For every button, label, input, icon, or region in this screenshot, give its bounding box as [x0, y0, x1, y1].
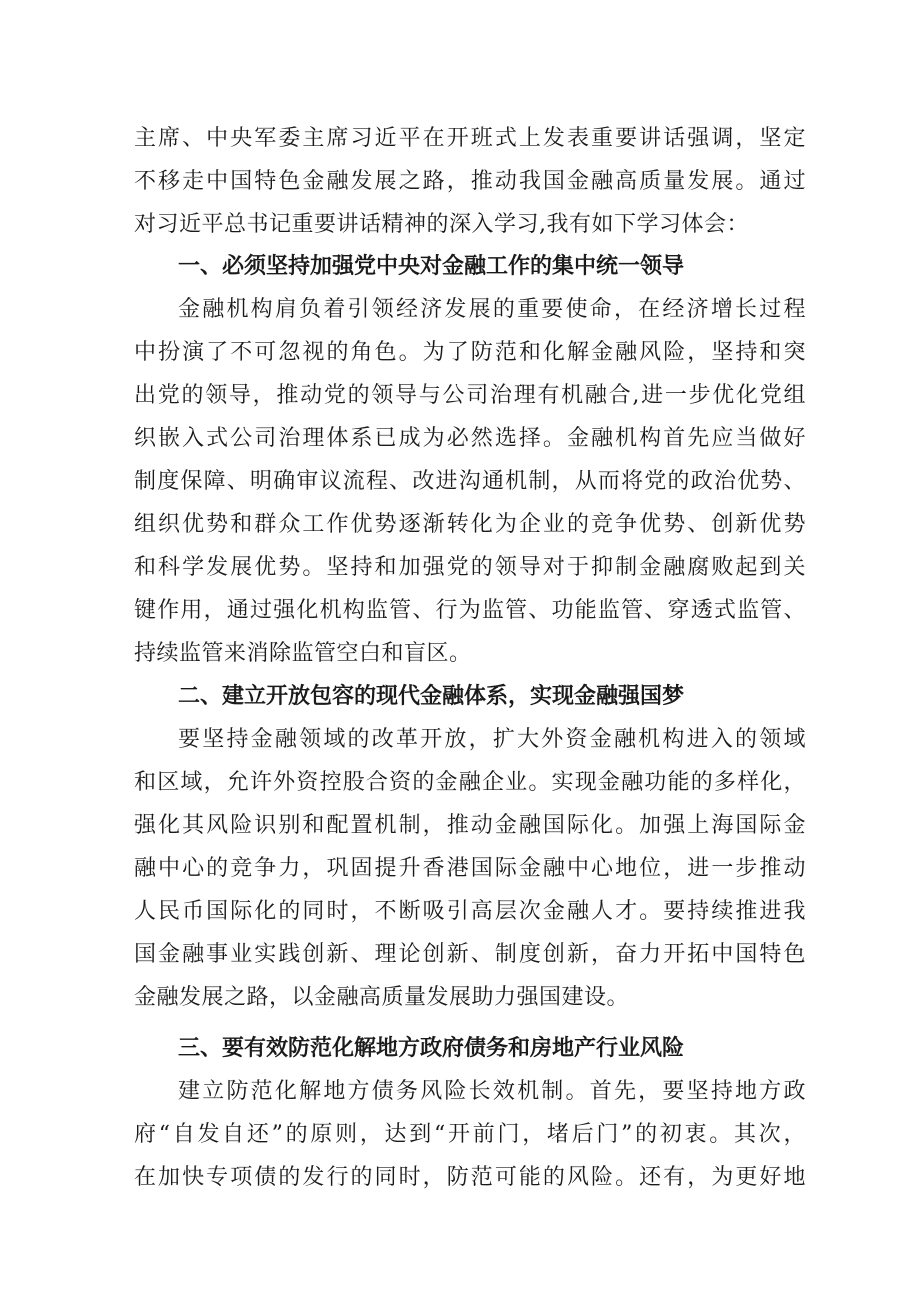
- section-2: [134, 675, 806, 1019]
- section-heading: 二、建立开放包容的现代金融体系，实现金融强国梦: [178, 684, 685, 709]
- text-line: 建立防范化解地方债务风险长效机制。首先，要坚持地方政: [178, 1079, 806, 1104]
- text-line: 对习近平总书记重要讲话精神的深入学习,我有如下学习体会：: [134, 212, 749, 237]
- text-line: 键作用，通过强化机构监管、行为监管、功能监管、穿透式监管、: [134, 598, 806, 623]
- text-line: 主席、中央军委主席习近平在开班式上发表重要讲话强调，坚定: [134, 126, 806, 151]
- section-heading: 一、必须坚持加强党中央对金融工作的集中统一领导: [178, 254, 685, 279]
- section-3: [134, 1027, 806, 1199]
- text-line: 人民币国际化的同时，不断吸引高层次金融人才。要持续推进我: [134, 899, 806, 924]
- text-line: 出党的领导，推动党的领导与公司治理有机融合,进一步优化党组: [134, 383, 806, 408]
- text-line: 要坚持金融领域的改革开放，扩大外资金融机构进入的领域: [178, 727, 806, 752]
- text-line: 国金融事业实践创新、理论创新、制度创新，奋力开拓中国特色: [134, 942, 806, 967]
- text-line: 在加快专项债的发行的同时，防范可能的风险。还有，为更好地: [134, 1165, 806, 1190]
- text-line: 融中心的竞争力，巩固提升香港国际金融中心地位，进一步推动: [134, 856, 806, 881]
- section-heading: 三、要有效防范化解地方政府债务和房地产行业风险: [178, 1036, 685, 1061]
- text-line: 中扮演了不可忽视的角色。为了防范和化解金融风险，坚持和突: [134, 340, 806, 365]
- text-line: 组织优势和群众工作优势逐渐转化为企业的竞争优势、创新优势: [134, 512, 806, 537]
- intro-paragraph: [134, 117, 806, 246]
- text-line: 持续监管来消除监管空白和盲区。: [134, 641, 472, 666]
- text-line: 金融发展之路，以金融高质量发展助力强国建设。: [134, 985, 630, 1010]
- text-line: 金融机构肩负着引领经济发展的重要使命，在经济增长过程: [178, 297, 806, 322]
- text-line: 不移走中国特色金融发展之路，推动我国金融高质量发展。通过: [134, 169, 806, 194]
- text-line: 和科学发展优势。坚持和加强党的领导对于抑制金融腐败起到关: [134, 555, 806, 580]
- text-line: 织嵌入式公司治理体系已成为必然选择。金融机构首先应当做好: [134, 426, 806, 451]
- text-line: 制度保障、明确审议流程、改进沟通机制，从而将党的政治优势、: [134, 469, 806, 494]
- section-1: [134, 245, 806, 675]
- text-line: 强化其风险识别和配置机制，推动金融国际化。加强上海国际金: [134, 813, 806, 838]
- text-line: 府“自发自还”的原则，达到“开前门，堵后门”的初衷。其次，: [134, 1122, 806, 1147]
- text-line: 和区域，允许外资控股合资的金融企业。实现金融功能的多样化，: [134, 770, 806, 795]
